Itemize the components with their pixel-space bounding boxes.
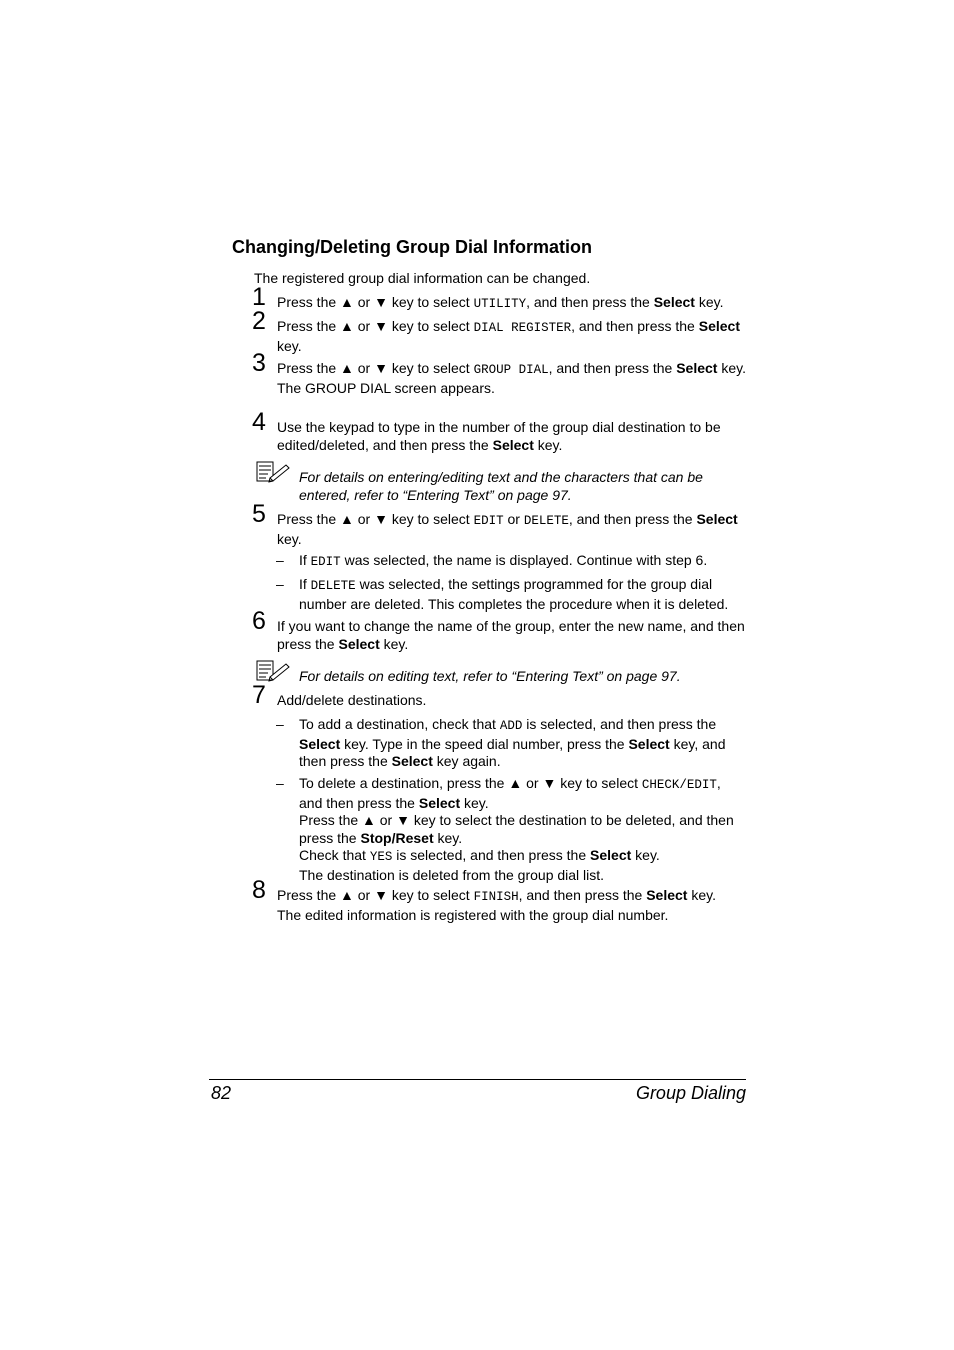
bullet-dash: –	[276, 716, 284, 732]
text: key again.	[432, 753, 501, 770]
menu-code: GROUP DIAL	[473, 363, 549, 377]
text: key.	[717, 360, 746, 376]
result-text: The destination is deleted from the group dial list.	[299, 866, 605, 883]
step-text	[277, 887, 746, 924]
text: is selected, and then press the	[392, 847, 591, 864]
text: Press the ▲ or ▼ key to select	[277, 360, 474, 376]
step-7	[252, 681, 746, 710]
key-name: Select	[646, 887, 688, 903]
menu-code: ADD	[499, 719, 523, 733]
step-number: 5	[252, 500, 266, 528]
step-number: 4	[252, 408, 266, 436]
key-name: Select	[698, 318, 740, 334]
menu-code: EDIT	[310, 555, 341, 569]
text: key.	[687, 887, 716, 903]
step-text: Add/delete destinations.	[277, 692, 427, 708]
bullet-delete	[276, 576, 746, 613]
note-text: For details on entering/editing text and the characters that can be entered, refer to “Entering Text” on page 97.	[299, 469, 703, 503]
text: , and then press the	[518, 887, 647, 903]
note-text: For details on editing text, refer to “Entering Text” on page 97.	[299, 668, 681, 684]
section-title: Changing/Deleting Group Dial Information	[232, 237, 592, 257]
key-name: Stop/Reset	[360, 829, 434, 846]
result-text: The GROUP DIAL screen appears.	[277, 379, 495, 396]
text: To add a destination, check that	[299, 716, 500, 732]
step-2	[252, 307, 746, 355]
text: key.	[277, 337, 302, 354]
bullet-dash: –	[276, 775, 284, 791]
step-text	[277, 618, 746, 653]
result-text: The edited information is registered with the group dial number.	[277, 906, 669, 923]
text: key.	[533, 436, 563, 453]
note-pencil-icon	[256, 660, 290, 682]
text: To delete a destination, press the ▲ or ▼ key to select	[299, 775, 642, 791]
text: key.	[379, 635, 409, 652]
text: key.	[460, 794, 489, 811]
menu-code: EDIT	[473, 514, 504, 528]
step-8	[252, 876, 746, 924]
step-5	[252, 500, 746, 548]
text: If	[299, 552, 311, 568]
step-1	[252, 283, 746, 314]
step-3	[252, 349, 746, 397]
key-name: Select	[338, 635, 380, 652]
key-name: Select	[676, 360, 718, 376]
note-pencil-icon	[256, 461, 290, 483]
key-name: Select	[299, 735, 341, 752]
menu-code: YES	[369, 850, 393, 865]
text: , and then press the	[299, 775, 721, 811]
key-name: Select	[696, 511, 738, 527]
text: key.	[631, 847, 660, 864]
text: If	[299, 576, 311, 592]
text: was selected, the name is displayed. Continue with step 6.	[340, 552, 708, 568]
text: , and then press the	[526, 294, 654, 310]
text: key. Type in the speed dial number, press the	[340, 735, 629, 752]
bullet-text	[299, 576, 746, 613]
note-1	[256, 469, 746, 504]
step-number: 7	[252, 681, 266, 709]
bullet-add-destination	[276, 716, 746, 771]
text: If you want to change the name of the group, enter the new name, and then press the	[277, 618, 745, 652]
menu-code: DELETE	[523, 514, 569, 528]
key-name: Select	[418, 794, 461, 811]
bullet-dash: –	[276, 552, 284, 568]
menu-code: DELETE	[310, 579, 356, 593]
note-2	[256, 668, 746, 686]
step-text	[277, 419, 746, 454]
key-name: Select	[492, 436, 534, 453]
text: was selected, the settings programmed for the group dial number are deleted. This completes the procedure when it is deleted.	[299, 576, 729, 612]
step-number: 3	[252, 349, 266, 377]
key-name: Select	[653, 294, 695, 310]
text: Use the keypad to type in the number of the group dial destination to be edited/deleted, and then press the	[277, 419, 721, 453]
text: key.	[277, 530, 302, 547]
text: key, and then press the	[299, 735, 726, 770]
step-6	[252, 607, 746, 653]
step-number: 8	[252, 876, 266, 904]
text: , and then press the	[568, 511, 697, 527]
bullet-dash: –	[276, 576, 284, 592]
key-name: Select	[628, 735, 670, 752]
step-4	[252, 408, 746, 454]
step-number: 1	[252, 283, 266, 311]
text: or	[503, 511, 524, 527]
footer-section-title: Group Dialing	[635, 1083, 746, 1103]
text: Press the ▲ or ▼ key to select	[277, 294, 474, 310]
footer-divider	[209, 1079, 746, 1080]
bullet-text	[299, 552, 746, 572]
text: Press the ▲ or ▼ key to select	[277, 887, 474, 903]
text: Check that	[299, 847, 370, 864]
step-text	[277, 294, 746, 314]
key-name: Select	[391, 753, 433, 770]
step-number: 2	[252, 307, 266, 335]
step-text	[277, 360, 746, 397]
text: , and then press the	[571, 318, 699, 334]
menu-code: FINISH	[473, 890, 519, 904]
text: key.	[433, 829, 463, 846]
bullet-edit	[276, 552, 746, 572]
key-name: Select	[590, 847, 632, 864]
text: , and then press the	[548, 360, 677, 376]
text: key.	[694, 294, 724, 310]
menu-code: DIAL REGISTER	[473, 321, 572, 335]
text: is selected, and then press the	[522, 716, 717, 732]
text: Press the ▲ or ▼ key to select	[277, 318, 474, 334]
step-text	[277, 511, 746, 548]
menu-code: CHECK/EDIT	[641, 778, 717, 792]
bullet-text	[299, 775, 746, 885]
bullet-text	[299, 716, 746, 771]
bullet-delete-destination	[276, 775, 746, 885]
step-number: 6	[252, 607, 266, 635]
text: Press the ▲ or ▼ key to select	[277, 511, 474, 527]
text: Press the ▲ or ▼ key to select the destination to be deleted, and then press the	[299, 812, 734, 846]
intro-text: The registered group dial information can be changed.	[254, 270, 591, 286]
step-text	[277, 318, 746, 355]
page-number: 82	[211, 1083, 232, 1103]
menu-code: UTILITY	[473, 297, 527, 311]
